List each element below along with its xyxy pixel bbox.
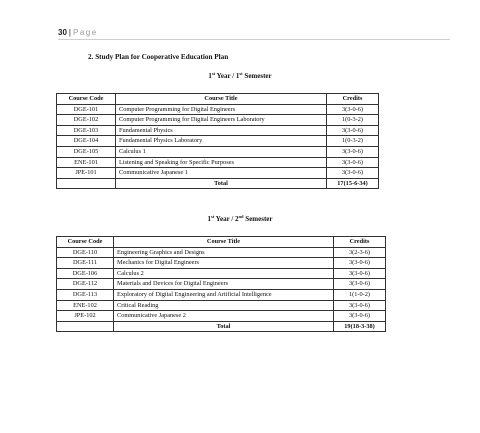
table-row xyxy=(57,146,379,157)
course-title: Communicative Japanese 2 xyxy=(114,311,334,322)
table-row xyxy=(57,247,386,258)
course-credits: 3(3-0-6) xyxy=(327,168,379,179)
course-title: Mechanics for Digital Engineers xyxy=(114,258,334,269)
course-title: Listening and Speaking for Specific Purposes xyxy=(116,157,327,168)
course-credits: 3(3-0-6) xyxy=(327,104,379,115)
course-code: DGE-101 xyxy=(57,104,116,115)
course-credits: 3(2-3-6) xyxy=(334,247,386,258)
course-title: Calculus 2 xyxy=(114,268,334,279)
table-row xyxy=(57,115,379,126)
semester-2-title: 1st Year / 2nd Semester xyxy=(207,214,273,223)
course-code: JPE-101 xyxy=(57,168,116,179)
course-credits: 3(3-0-6) xyxy=(327,125,379,136)
column-header-course-title: Course Title xyxy=(114,237,334,248)
course-credits: 1(0-3-2) xyxy=(327,136,379,147)
table-row xyxy=(57,300,386,311)
course-credits: 1(0-3-2) xyxy=(327,115,379,126)
table-row xyxy=(57,311,386,322)
page-word: Page xyxy=(72,28,98,37)
course-title: Computer Programming for Digital Engineers Laboratory xyxy=(116,115,327,126)
course-code: DGE-112 xyxy=(57,279,114,290)
course-code: JPE-102 xyxy=(57,311,114,322)
course-code: DGE-102 xyxy=(57,115,116,126)
table-row xyxy=(57,157,379,168)
semester-2-table xyxy=(56,236,386,332)
page-separator: | xyxy=(68,28,71,37)
table-row xyxy=(57,289,386,300)
column-header-course-code: Course Code xyxy=(57,94,116,105)
course-title: Materials and Devices for Digital Engineers xyxy=(114,279,334,290)
course-credits: 3(3-0-6) xyxy=(334,300,386,311)
course-credits: 3(3-0-6) xyxy=(334,279,386,290)
course-title: Critical Reading xyxy=(114,300,334,311)
column-header-course-title: Course Title xyxy=(116,94,327,105)
table-row xyxy=(57,258,386,269)
total-label: Total xyxy=(116,178,327,189)
table-row xyxy=(57,168,379,179)
course-code: ENE-101 xyxy=(57,157,116,168)
semester-1-title: 1st Year / 1st Semester xyxy=(208,71,272,80)
course-credits: 3(3-0-6) xyxy=(327,157,379,168)
total-credits: 17(15-6-34) xyxy=(327,178,379,189)
page-header xyxy=(58,28,450,40)
total-empty-cell xyxy=(57,178,116,189)
column-header-course-code: Course Code xyxy=(57,237,114,248)
course-title: Engineering Graphics and Designs xyxy=(114,247,334,258)
course-code: DGE-106 xyxy=(57,268,114,279)
table-row xyxy=(57,268,386,279)
table-header-row xyxy=(57,94,379,105)
course-title: Fundamental Physics xyxy=(116,125,327,136)
column-header-credits: Credits xyxy=(334,237,386,248)
course-title: Computer Programming for Digital Engineers xyxy=(116,104,327,115)
table-row xyxy=(57,125,379,136)
course-code: ENE-102 xyxy=(57,300,114,311)
course-title: Fundamental Physics Laboratory xyxy=(116,136,327,147)
table-row xyxy=(57,279,386,290)
total-label: Total xyxy=(114,321,334,332)
total-row xyxy=(57,178,379,189)
page-number: 30 xyxy=(58,28,67,37)
total-empty-cell xyxy=(57,321,114,332)
course-title: Calculus 1 xyxy=(116,146,327,157)
table-row xyxy=(57,104,379,115)
total-row xyxy=(57,321,386,332)
section-title: 2. Study Plan for Cooperative Education Plan xyxy=(88,53,229,61)
course-code: DGE-113 xyxy=(57,289,114,300)
course-credits: 1(1-0-2) xyxy=(334,289,386,300)
course-code: DGE-104 xyxy=(57,136,116,147)
column-header-credits: Credits xyxy=(327,94,379,105)
course-code: DGE-110 xyxy=(57,247,114,258)
total-credits: 19(18-3-38) xyxy=(334,321,386,332)
course-credits: 3(3-0-6) xyxy=(334,311,386,322)
semester-1-table xyxy=(56,93,379,189)
course-title: Exploratory of Digital Engineering and Artificial Intelligence xyxy=(114,289,334,300)
course-title: Communicative Japanese 1 xyxy=(116,168,327,179)
course-credits: 3(3-0-6) xyxy=(334,258,386,269)
course-code: DGE-103 xyxy=(57,125,116,136)
table-header-row xyxy=(57,237,386,248)
course-code: DGE-111 xyxy=(57,258,114,269)
course-code: DGE-105 xyxy=(57,146,116,157)
course-credits: 3(3-0-6) xyxy=(327,146,379,157)
course-credits: 3(3-0-6) xyxy=(334,268,386,279)
table-row xyxy=(57,136,379,147)
